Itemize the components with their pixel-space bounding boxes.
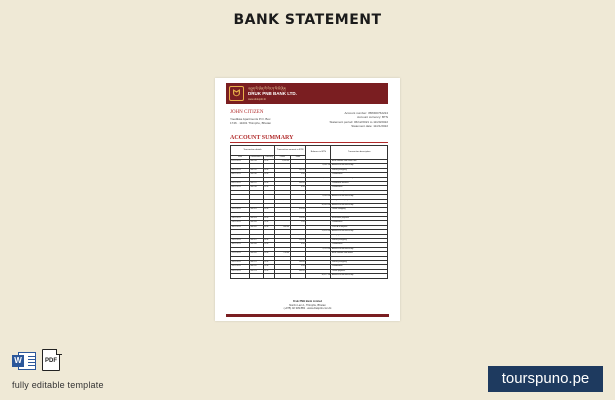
table-cell: 2.00 [290,221,306,225]
table-cell: 08/12/2021 [231,173,250,177]
account-number: Account number: 358300762224 [344,111,388,115]
table-cell: Bank transfer from Druk PNB [331,160,388,164]
section-divider [230,142,388,143]
table-cell: 15/12/2021 [231,234,250,238]
table-cell: 560.00 [290,181,306,185]
table-cell: 301248 [249,243,263,247]
header-balance: Balance in BTN [306,146,331,160]
table-cell: BTN [263,217,274,221]
table-cell: 19/12/2021 [231,260,250,264]
table-cell [290,274,306,278]
statement-document [215,78,400,321]
table-cell: 3.00 [290,173,306,177]
table-cell: 301246 [249,234,263,238]
table-cell: 301242 [249,212,263,216]
table-cell: 600.00 [274,225,290,229]
table-cell: 301249 [249,252,263,256]
table-cell: 240.00 [290,260,306,264]
table-cell: 301234 [249,160,263,164]
pdf-label: PDF [45,358,57,364]
bank-logo-icon: ᗢ [229,86,244,101]
table-cell: 1,150.00 [290,234,306,238]
table-cell: Commission [331,212,388,216]
table-cell: BTN [263,160,274,164]
table-cell: Rent payment [331,234,388,238]
table-cell: 380.00 [290,269,306,273]
header-transaction-details: Transaction details [231,146,275,156]
table-cell: 1,050.00 [274,160,290,164]
header-transaction-id: Transaction ID [250,155,263,158]
address-line-2: 1746 · 11001 Thimphu, Bhutan [230,121,272,126]
header-currency: Currency [265,155,273,158]
header-debit: Debit [290,156,306,160]
table-cell: 301241 [249,208,263,212]
table-cell: Restaurant payment [331,217,388,221]
table-cell [274,274,290,278]
table-cell: Balance at the end of day [331,177,388,181]
table-cell: Online shopping [331,208,388,212]
table-cell: 09/12/2021 [231,186,250,190]
transactions-table [230,145,388,279]
template-caption: fully editable template [12,380,104,390]
table-cell: 11,074.98 [306,230,331,234]
statement-period: Statement period: 06/12/2021 to 11/20/2022 [329,119,388,124]
table-cell: 301236 [249,173,263,177]
footer-bar [226,314,389,317]
table-cell: Balance at the end of day [331,274,388,278]
table-cell: 17/12/2021 [231,252,250,256]
table-cell: BTN [263,243,274,247]
transactions-body [231,160,388,279]
bank-script-name: འབྲུག་པི་ཨེན་བི་བེངཀ་ལི་མི་ཊེཊ། [248,87,286,91]
table-cell: BTN [263,181,274,185]
table-cell: Bank transfer from friend [331,252,388,256]
table-cell: BTN [263,190,274,194]
footer-address: Norzin Lam 1, Thimphu, Bhutan [289,303,326,307]
table-cell: BTN [263,199,274,203]
table-cell: BTN [263,239,274,243]
table-cell: 820.00 [274,190,290,194]
customer-address [230,117,271,126]
page-title: BANK STATEMENT [233,12,382,28]
table-cell: Balance at the end of day [331,164,388,168]
table-cell: Online payment [331,269,388,273]
table-cell: 245.00 [290,168,306,172]
table-cell: 3.00 [290,265,306,269]
table-cell: BTN [263,269,274,273]
table-cell: BTN [263,208,274,212]
table-cell: Grocery shopping [331,168,388,172]
table-cell: Balance at the end of day [331,230,388,234]
table-cell: Salary from employer [331,199,388,203]
footer-contact: (+975) 02 339 883 · www.drukpnb.com.bt [283,307,332,311]
table-cell: 8,501.98 [306,164,331,168]
account-info [330,111,389,129]
table-cell: 10,977.98 [306,274,331,278]
header-credit: Credit [274,156,290,160]
table-cell: 301245 [249,225,263,229]
table-cell: 301251 [249,260,263,264]
table-cell: Commission [331,221,388,225]
section-title: ACCOUNT SUMMARY [230,135,294,141]
table-cell: Balance at the end of day [331,195,388,199]
table-cell: 2,400.00 [274,199,290,203]
table-cell: 301243 [249,217,263,221]
table-cell: Balance at the end of day [331,247,388,251]
table-cell: 301247 [249,239,263,243]
table-cell: BTN [263,225,274,229]
word-label: W [12,355,24,367]
table-cell: 12/12/2021 [231,212,250,216]
table-row [231,274,388,278]
table-cell: 8,253.98 [306,177,331,181]
footer-bank-name: Druk PNB Bank Limited [292,300,323,303]
table-cell: 301244 [249,221,263,225]
table-cell: 301253 [249,269,263,273]
header-transaction-amount: Transaction amount in BTN [274,146,305,156]
table-cell: 4.00 [290,186,306,190]
table-cell: 09/12/2021 [231,181,250,185]
table-cell: 16/12/2021 [231,243,250,247]
table-cell: BTN [263,212,274,216]
table-cell: 08/12/2021 [231,168,250,172]
table-cell: Communal services [331,181,388,185]
address-line-1: Yoediksa Apartments P.O. Box [230,117,271,121]
bank-website: www.drukpnb.bt [248,98,266,101]
table-cell [249,274,263,278]
table-cell: 9,725.98 [306,247,331,251]
table-cell: BTN [263,168,274,172]
table-cell: BTN [263,234,274,238]
word-document-icon [12,352,36,370]
table-cell: Commission [331,186,388,190]
table-cell: 4.00 [290,243,306,247]
table-cell: 12/12/2021 [231,208,250,212]
table-cell: Grocery shopping [331,239,388,243]
table-cell: 20/12/2021 [231,269,250,273]
header-description: Transaction description [331,146,388,160]
table-cell: 14/12/2021 [231,225,250,229]
table-cell: BTN [263,260,274,264]
table-cell: BTN [263,221,274,225]
table-cell: 195.00 [290,239,306,243]
brand-badge[interactable]: tourspuno.pe [488,366,603,392]
table-cell: Balance at the end of day [331,203,388,207]
table-cell: 19/12/2021 [231,265,250,269]
table-cell: 310.00 [290,208,306,212]
table-cell: 1,125.00 [274,256,290,260]
table-cell: 3.00 [290,212,306,216]
table-cell: 301250 [249,256,263,260]
table-cell: BTN [263,265,274,269]
table-cell: 301239 [249,190,263,194]
table-cell: 301237 [249,181,263,185]
customer-name: JOHN CITIZEN [230,110,264,115]
table-cell: 13/12/2021 [231,221,250,225]
table-cell [231,274,250,278]
table-cell: Commission [331,173,388,177]
table-cell: 301252 [249,265,263,269]
account-currency: Account currency: BTN [357,115,388,120]
table-cell: 11/12/2021 [231,199,250,203]
table-cell: Commission [331,243,388,247]
table-cell: BTN [263,186,274,190]
table-cell: 13/12/2021 [231,217,250,221]
table-cell: 10,909.98 [306,203,331,207]
table-cell: 750.00 [274,252,290,256]
table-cell: 15/12/2021 [231,239,250,243]
table-cell: 301235 [249,168,263,172]
table-cell: Cash ATM deposit [331,190,388,194]
table-cell: 18/12/2021 [231,256,250,260]
table-cell: Commission [331,265,388,269]
table-cell: 301238 [249,186,263,190]
table-cell: BTN [263,256,274,260]
table-cell: 10/12/2021 [231,190,250,194]
table-cell: Grocery shopping [331,260,388,264]
table-cell: BTN [263,173,274,177]
table-cell: 8,509.98 [306,195,331,199]
table-cell: 120.00 [290,217,306,221]
statement-date: Statement date: 11/21/2022 [351,124,388,129]
bank-footer [215,300,400,311]
table-cell: Bank transfer from client [331,256,388,260]
pdf-document-icon [42,349,62,372]
header-date: Date [231,156,250,160]
bank-header [226,83,388,104]
table-cell: Cash ATM deposit [331,225,388,229]
table-cell: BTN [263,252,274,256]
table-cell: 07/12/2021 [231,160,250,164]
table-cell [263,274,274,278]
bank-name: DRUK PNB BANK LTD. [248,91,297,96]
table-cell: 301240 [249,199,263,203]
